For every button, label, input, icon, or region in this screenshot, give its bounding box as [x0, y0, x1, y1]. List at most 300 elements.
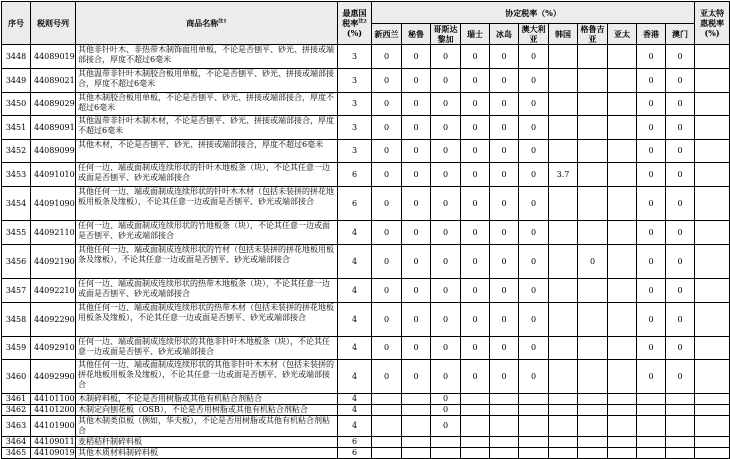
row-name: 其他任何一边、端或面制成连续形状的其他非针叶木木材（包括未装拼的拼花地板用板条及缘板），不论其任意一边或面是否刨平、砂光或端部接合 [76, 360, 338, 394]
row-agreement-rate: 0 [461, 69, 490, 93]
row-agreement-rate [549, 416, 578, 437]
row-code: 44091090 [31, 187, 76, 221]
row-agreement-rate: 0 [402, 69, 431, 93]
row-seq: 3464 [2, 437, 31, 448]
row-mfn-rate: 4 [338, 394, 372, 405]
header-country-new-zealand: 新西兰 [372, 24, 402, 45]
row-code: 44101900 [31, 416, 76, 437]
row-code: 44101100 [31, 394, 76, 405]
row-mfn-rate: 6 [338, 448, 372, 459]
row-seq: 3465 [2, 448, 31, 459]
row-mfn-rate: 3 [338, 140, 372, 163]
row-agreement-rate: 0 [637, 140, 666, 163]
row-apta-rate [695, 279, 730, 303]
row-code: 44109011 [31, 437, 76, 448]
row-apta-rate [695, 163, 730, 187]
row-mfn-rate: 4 [338, 405, 372, 416]
row-agreement-rate: 0 [666, 337, 695, 360]
table-row [2, 360, 730, 394]
row-agreement-rate: 0 [637, 187, 666, 221]
row-mfn-rate: 4 [338, 279, 372, 303]
row-agreement-rate [402, 448, 431, 459]
row-agreement-rate: 0 [637, 221, 666, 245]
table-row [2, 245, 730, 279]
row-seq: 3452 [2, 140, 31, 163]
row-agreement-rate: 0 [431, 303, 461, 337]
row-agreement-rate: 0 [461, 360, 490, 394]
row-apta-rate [695, 360, 730, 394]
row-code: 44092290 [31, 303, 76, 337]
table-row [2, 279, 730, 303]
row-agreement-rate [666, 437, 695, 448]
row-agreement-rate [608, 245, 637, 279]
header-mfn-rate: 最惠国 税率$^{注2}$ (%) [338, 2, 372, 45]
row-agreement-rate: 0 [461, 140, 490, 163]
row-agreement-rate: 0 [490, 279, 519, 303]
row-agreement-rate [637, 448, 666, 459]
row-agreement-rate [578, 394, 608, 405]
row-code: 44092190 [31, 245, 76, 279]
row-agreement-rate: 0 [372, 303, 402, 337]
row-agreement-rate: 0 [490, 221, 519, 245]
row-agreement-rate: 0 [372, 45, 402, 69]
row-mfn-rate: 4 [338, 360, 372, 394]
row-seq: 3455 [2, 221, 31, 245]
table-row [2, 45, 730, 69]
row-agreement-rate: 0 [431, 405, 461, 416]
row-agreement-rate: 0 [637, 337, 666, 360]
row-agreement-rate: 0 [490, 337, 519, 360]
row-apta-rate [695, 448, 730, 459]
row-name: 其他任何一边、端或面制成连续形状的针叶木木材（包括未装拼的拼花地板用板条及缘板），不论其任意一边或面是否刨平、砂光或端部接合 [76, 187, 338, 221]
row-apta-rate [695, 303, 730, 337]
row-agreement-rate [608, 187, 637, 221]
row-agreement-rate: 0 [490, 163, 519, 187]
row-agreement-rate: 0 [431, 140, 461, 163]
row-agreement-rate: 0 [490, 116, 519, 140]
row-agreement-rate [519, 448, 549, 459]
row-agreement-rate [549, 93, 578, 116]
row-agreement-rate [372, 394, 402, 405]
row-agreement-rate: 0 [402, 303, 431, 337]
row-agreement-rate: 0 [431, 187, 461, 221]
row-agreement-rate [549, 245, 578, 279]
row-agreement-rate [461, 437, 490, 448]
row-agreement-rate [402, 437, 431, 448]
row-seq: 3462 [2, 405, 31, 416]
row-agreement-rate: 0 [431, 416, 461, 437]
row-agreement-rate: 0 [431, 93, 461, 116]
row-agreement-rate: 0 [490, 140, 519, 163]
row-agreement-rate [608, 448, 637, 459]
header-name: 商品名称$^{注1}$ [76, 2, 338, 45]
row-agreement-rate [578, 448, 608, 459]
row-agreement-rate: 0 [666, 140, 695, 163]
row-agreement-rate: 0 [637, 69, 666, 93]
row-code: 44089019 [31, 45, 76, 69]
row-agreement-rate [490, 416, 519, 437]
row-agreement-rate: 0 [402, 93, 431, 116]
row-agreement-rate: 0 [490, 93, 519, 116]
row-agreement-rate: 0 [372, 116, 402, 140]
row-seq: 3459 [2, 337, 31, 360]
row-seq: 3451 [2, 116, 31, 140]
row-agreement-rate: 0 [461, 45, 490, 69]
row-agreement-rate [608, 360, 637, 394]
row-agreement-rate [431, 437, 461, 448]
row-name: 任何一边、端或面制成连续形状的竹地板条（块），不论其任意一边或面是否刨平、砂光或端部接合 [76, 221, 338, 245]
header-country-peru: 秘鲁 [402, 24, 431, 45]
row-name: 任何一边、端或面制成连续形状的针叶木地板条（块），不论其任意一边或面是否刨平、砂光或端部接合 [76, 163, 338, 187]
row-agreement-rate [608, 279, 637, 303]
row-agreement-rate: 0 [519, 187, 549, 221]
row-agreement-rate [608, 337, 637, 360]
row-apta-rate [695, 45, 730, 69]
row-agreement-rate [578, 69, 608, 93]
row-name: 其他任何一边、端或面制成连续形状的竹材（包括未装拼的拼花地板用板条及缘板），不论其任意一边或面是否刨平、砂光或端部接合 [76, 245, 338, 279]
row-agreement-rate [608, 437, 637, 448]
table-row [2, 303, 730, 337]
row-code: 44089091 [31, 116, 76, 140]
row-agreement-rate [549, 221, 578, 245]
row-agreement-rate: 0 [372, 360, 402, 394]
row-agreement-rate: 0 [637, 93, 666, 116]
row-agreement-rate [608, 45, 637, 69]
header-country-hong-kong: 香港 [637, 24, 666, 45]
row-name: 木制碎料板，不论是否用树脂或其他有机粘合剂粘合 [76, 394, 338, 405]
row-agreement-rate: 0 [519, 360, 549, 394]
row-agreement-rate: 0 [490, 303, 519, 337]
row-agreement-rate [578, 93, 608, 116]
row-agreement-rate: 0 [519, 163, 549, 187]
row-agreement-rate: 0 [461, 221, 490, 245]
row-agreement-rate: 0 [402, 245, 431, 279]
row-apta-rate [695, 69, 730, 93]
row-apta-rate [695, 337, 730, 360]
row-agreement-rate [402, 405, 431, 416]
row-agreement-rate: 0 [372, 337, 402, 360]
table-row [2, 394, 730, 405]
row-agreement-rate: 0 [637, 116, 666, 140]
row-agreement-rate [549, 45, 578, 69]
row-agreement-rate: 0 [490, 45, 519, 69]
row-agreement-rate: 0 [519, 221, 549, 245]
row-apta-rate [695, 416, 730, 437]
row-agreement-rate [608, 69, 637, 93]
row-agreement-rate: 0 [666, 360, 695, 394]
header-agreement-rates: 协定税率（%） [372, 2, 695, 24]
row-agreement-rate [578, 303, 608, 337]
row-agreement-rate [490, 405, 519, 416]
row-agreement-rate [578, 140, 608, 163]
row-agreement-rate: 0 [372, 140, 402, 163]
row-agreement-rate: 0 [402, 116, 431, 140]
row-agreement-rate: 0 [666, 303, 695, 337]
row-name: 任何一边、端或面制成连续形状的热带木地板条（块），不论其任意一边或面是否刨平、砂光或端部接合 [76, 279, 338, 303]
row-seq: 3457 [2, 279, 31, 303]
row-code: 44089029 [31, 93, 76, 116]
row-agreement-rate: 0 [490, 69, 519, 93]
row-code: 44092990 [31, 360, 76, 394]
row-agreement-rate [461, 448, 490, 459]
row-agreement-rate [372, 405, 402, 416]
table-row [2, 405, 730, 416]
row-agreement-rate: 0 [372, 69, 402, 93]
row-agreement-rate [666, 416, 695, 437]
row-mfn-rate: 3 [338, 69, 372, 93]
row-agreement-rate: 0 [490, 187, 519, 221]
row-agreement-rate: 0 [402, 187, 431, 221]
row-agreement-rate: 0 [637, 245, 666, 279]
row-agreement-rate: 0 [372, 221, 402, 245]
row-agreement-rate: 0 [637, 45, 666, 69]
row-agreement-rate: 0 [402, 360, 431, 394]
row-agreement-rate: 0 [461, 245, 490, 279]
row-agreement-rate [608, 116, 637, 140]
row-agreement-rate: 0 [637, 303, 666, 337]
row-agreement-rate [637, 405, 666, 416]
row-agreement-rate [549, 405, 578, 416]
row-agreement-rate: 0 [431, 45, 461, 69]
table-row [2, 69, 730, 93]
row-agreement-rate [578, 187, 608, 221]
row-agreement-rate: 0 [402, 279, 431, 303]
row-agreement-rate: 0 [402, 221, 431, 245]
row-agreement-rate [549, 303, 578, 337]
row-agreement-rate [402, 394, 431, 405]
row-apta-rate [695, 437, 730, 448]
header-country-macau: 澳门 [666, 24, 695, 45]
row-agreement-rate [519, 405, 549, 416]
row-agreement-rate [666, 394, 695, 405]
row-agreement-rate: 0 [519, 69, 549, 93]
table-row [2, 448, 730, 459]
row-mfn-rate: 6 [338, 163, 372, 187]
row-agreement-rate: 0 [490, 245, 519, 279]
row-seq: 3454 [2, 187, 31, 221]
table-row [2, 187, 730, 221]
row-code: 44089021 [31, 69, 76, 93]
row-mfn-rate: 4 [338, 337, 372, 360]
row-mfn-rate: 3 [338, 45, 372, 69]
header-country-iceland: 冰岛 [490, 24, 519, 45]
row-apta-rate [695, 187, 730, 221]
row-name: 其他木制类似板（例如，华夫板），不论是否用树脂或其他有机粘合剂粘合 [76, 416, 338, 437]
row-agreement-rate: 0 [431, 163, 461, 187]
row-name: 其他木质材料制碎料板 [76, 448, 338, 459]
row-agreement-rate [519, 437, 549, 448]
row-code: 44091010 [31, 163, 76, 187]
table-row [2, 416, 730, 437]
row-agreement-rate: 0 [372, 187, 402, 221]
row-agreement-rate [519, 394, 549, 405]
row-agreement-rate: 0 [402, 163, 431, 187]
row-code: 44109019 [31, 448, 76, 459]
row-agreement-rate: 0 [578, 245, 608, 279]
header-seq: 序号 [2, 2, 31, 45]
row-agreement-rate: 0 [519, 116, 549, 140]
header-code: 税则号列 [31, 2, 76, 45]
row-seq: 3461 [2, 394, 31, 405]
row-apta-rate [695, 116, 730, 140]
row-agreement-rate: 0 [461, 93, 490, 116]
row-seq: 3456 [2, 245, 31, 279]
row-agreement-rate [549, 437, 578, 448]
row-agreement-rate [578, 360, 608, 394]
row-apta-rate [695, 394, 730, 405]
row-agreement-rate: 0 [431, 221, 461, 245]
table-row [2, 437, 730, 448]
row-agreement-rate: 0 [402, 140, 431, 163]
row-agreement-rate: 0 [431, 394, 461, 405]
tariff-rows [2, 45, 730, 459]
row-agreement-rate: 0 [372, 245, 402, 279]
row-agreement-rate: 0 [431, 279, 461, 303]
row-code: 44101200 [31, 405, 76, 416]
row-agreement-rate [578, 405, 608, 416]
header-country-australia: 澳大利亚 [519, 24, 549, 45]
row-name: 其他木材，不论是否刨平、砂光、拼接或端部接合，厚度不超过6毫米 [76, 140, 338, 163]
row-agreement-rate [402, 416, 431, 437]
row-agreement-rate: 0 [666, 116, 695, 140]
header-apta-preferential: 亚太特 惠税率 (%) [695, 2, 730, 45]
row-agreement-rate [549, 279, 578, 303]
row-agreement-rate [666, 448, 695, 459]
row-agreement-rate [461, 394, 490, 405]
row-mfn-rate: 4 [338, 221, 372, 245]
row-agreement-rate [549, 337, 578, 360]
header-country-switzerland: 瑞士 [461, 24, 490, 45]
row-agreement-rate: 0 [372, 163, 402, 187]
row-name: 其他温带非针叶木制胶合板用单板，不论是否刨平、砂光、拼接或端部接合，厚度不超过6毫米 [76, 69, 338, 93]
row-seq: 3460 [2, 360, 31, 394]
row-agreement-rate: 0 [431, 245, 461, 279]
row-agreement-rate [372, 448, 402, 459]
row-agreement-rate [608, 140, 637, 163]
header-country-costa-rica: 哥斯达黎加 [431, 24, 461, 45]
row-name: 麦稻秸秆制碎料板 [76, 437, 338, 448]
row-agreement-rate [578, 437, 608, 448]
row-name: 其他任何一边、端或面制成连续形状的热带木材（包括未装拼的拼花地板用板条及缘板），不论其任意一边或面是否刨平、砂光或端部接合 [76, 303, 338, 337]
row-mfn-rate: 4 [338, 245, 372, 279]
table-row [2, 163, 730, 187]
row-agreement-rate [578, 116, 608, 140]
row-agreement-rate: 0 [666, 245, 695, 279]
row-agreement-rate [549, 187, 578, 221]
row-agreement-rate: 3.7 [549, 163, 578, 187]
row-name: 其他木制胶合板用单板，不论是否刨平、砂光、拼接或端部接合，厚度不超过6毫米 [76, 93, 338, 116]
row-agreement-rate [519, 416, 549, 437]
row-agreement-rate: 0 [431, 337, 461, 360]
row-agreement-rate: 0 [666, 69, 695, 93]
table-row [2, 140, 730, 163]
table-row [2, 221, 730, 245]
row-agreement-rate: 0 [461, 116, 490, 140]
row-agreement-rate: 0 [490, 360, 519, 394]
row-code: 44092210 [31, 279, 76, 303]
row-agreement-rate: 0 [431, 69, 461, 93]
row-agreement-rate: 0 [519, 303, 549, 337]
header-country-georgia: 格鲁吉亚 [578, 24, 608, 45]
row-agreement-rate: 0 [637, 279, 666, 303]
row-apta-rate [695, 140, 730, 163]
row-agreement-rate: 0 [666, 93, 695, 116]
row-agreement-rate: 0 [666, 163, 695, 187]
row-agreement-rate: 0 [461, 187, 490, 221]
row-seq: 3448 [2, 45, 31, 69]
row-agreement-rate: 0 [431, 116, 461, 140]
row-agreement-rate [578, 416, 608, 437]
row-apta-rate [695, 93, 730, 116]
row-agreement-rate [372, 416, 402, 437]
row-agreement-rate [608, 405, 637, 416]
table-row [2, 337, 730, 360]
table-row [2, 93, 730, 116]
row-agreement-rate: 0 [402, 45, 431, 69]
row-agreement-rate: 0 [372, 279, 402, 303]
row-agreement-rate: 0 [461, 279, 490, 303]
row-seq: 3449 [2, 69, 31, 93]
row-agreement-rate: 0 [372, 93, 402, 116]
row-agreement-rate [549, 394, 578, 405]
row-agreement-rate: 0 [519, 337, 549, 360]
row-name: 其他温带非针叶木制木材，不论是否刨平、砂光、拼接或端部接合，厚度不超过6毫米 [76, 116, 338, 140]
row-agreement-rate: 0 [402, 337, 431, 360]
header-country-asia-pacific: 亚太 [608, 24, 637, 45]
row-agreement-rate [608, 303, 637, 337]
row-agreement-rate [461, 416, 490, 437]
row-agreement-rate [578, 337, 608, 360]
row-agreement-rate [578, 279, 608, 303]
table-row [2, 116, 730, 140]
row-agreement-rate [608, 394, 637, 405]
row-mfn-rate: 6 [338, 187, 372, 221]
row-agreement-rate [372, 437, 402, 448]
row-agreement-rate: 0 [666, 279, 695, 303]
row-agreement-rate [549, 360, 578, 394]
row-agreement-rate [490, 394, 519, 405]
row-seq: 3450 [2, 93, 31, 116]
row-agreement-rate: 0 [637, 163, 666, 187]
row-name: 其他非针叶木、非热带木制饰面用单板，不论是否刨平、砂光、拼接或端部接合，厚度不超过6毫米 [76, 45, 338, 69]
row-agreement-rate: 0 [519, 93, 549, 116]
row-agreement-rate: 0 [637, 360, 666, 394]
row-agreement-rate [666, 405, 695, 416]
row-agreement-rate [549, 69, 578, 93]
row-agreement-rate: 0 [519, 279, 549, 303]
row-mfn-rate: 4 [338, 303, 372, 337]
tariff-table [1, 1, 730, 459]
row-mfn-rate: 3 [338, 93, 372, 116]
row-mfn-rate: 6 [338, 437, 372, 448]
row-agreement-rate: 0 [461, 163, 490, 187]
row-agreement-rate [490, 448, 519, 459]
row-code: 44092110 [31, 221, 76, 245]
row-agreement-rate: 0 [461, 303, 490, 337]
row-code: 44089099 [31, 140, 76, 163]
row-apta-rate [695, 405, 730, 416]
row-agreement-rate [608, 416, 637, 437]
row-mfn-rate: 4 [338, 416, 372, 437]
header-country-korea: 韩国 [549, 24, 578, 45]
row-agreement-rate: 0 [431, 360, 461, 394]
row-agreement-rate [490, 437, 519, 448]
row-agreement-rate [549, 448, 578, 459]
row-apta-rate [695, 245, 730, 279]
row-agreement-rate [637, 437, 666, 448]
row-agreement-rate: 0 [666, 45, 695, 69]
row-agreement-rate [637, 394, 666, 405]
